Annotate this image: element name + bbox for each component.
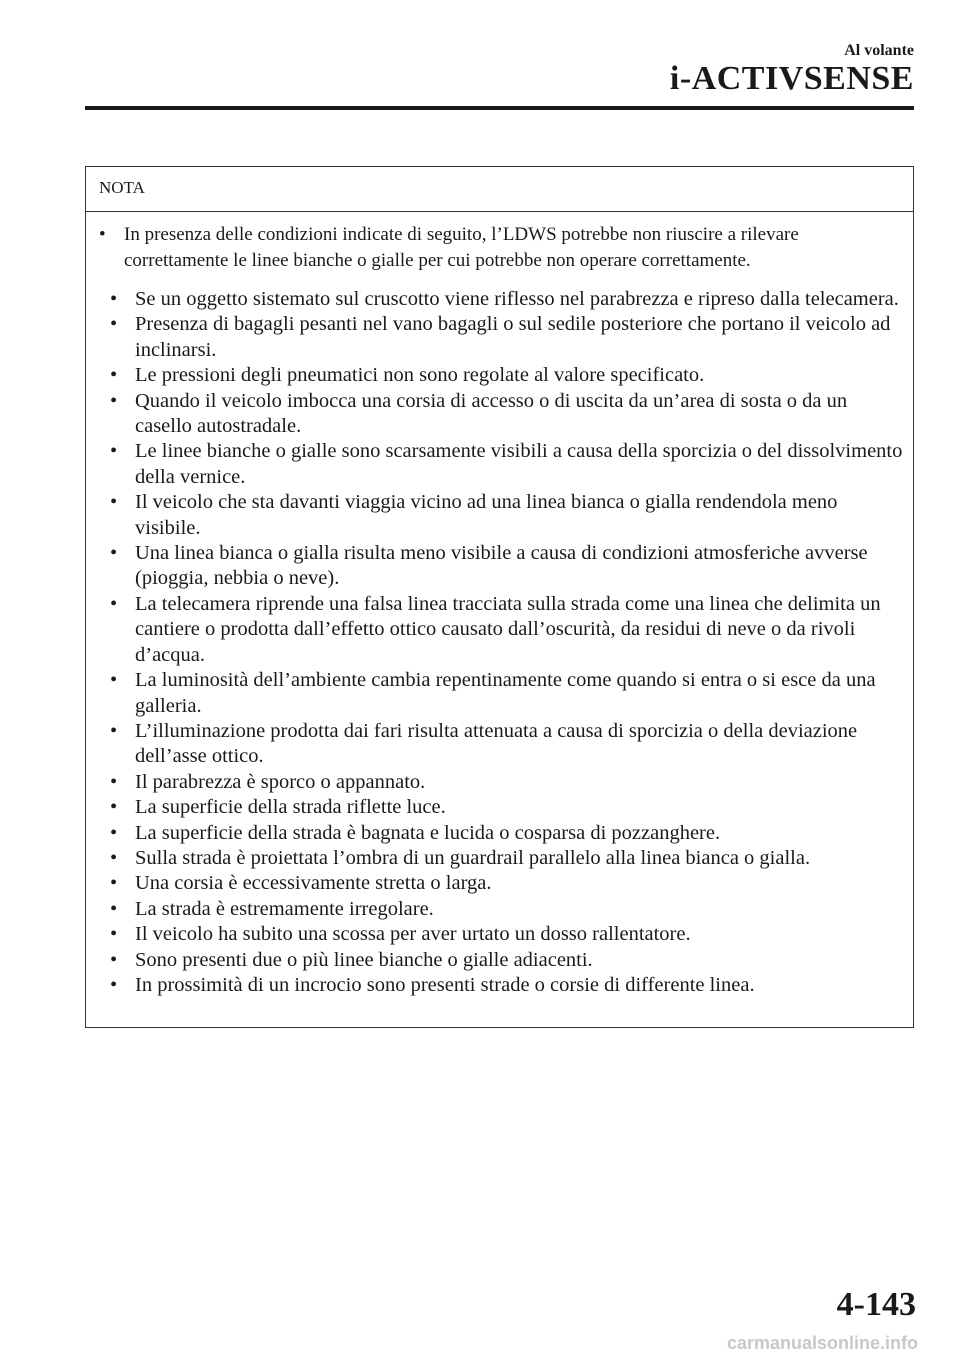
list-item — [99, 312, 903, 363]
bullet-icon: • — [110, 389, 118, 412]
list-item-text: Quando il veicolo imbocca una corsia di accesso o di uscita da un’area di sosta o da un casello autostradale. — [135, 389, 848, 438]
list-item — [99, 287, 903, 312]
section-label: Al volante — [844, 42, 914, 59]
list-item-text: L’illuminazione prodotta dai fari risulta attenuata a causa di sporcizia o della deviazione dell’asse ottico. — [135, 719, 858, 768]
list-item — [99, 948, 903, 973]
note-lead-paragraph — [99, 222, 903, 274]
list-item — [99, 821, 903, 846]
list-item-text: Presenza di bagagli pesanti nel vano bagagli o sul sedile posteriore che portano il veicolo ad inclinarsi. — [135, 313, 891, 361]
list-item-text: In prossimità di un incrocio sono presenti strade o corsie di differente linea. — [135, 973, 755, 996]
list-item-text: Sono presenti due o più linee bianche o gialle adiacenti. — [135, 948, 593, 971]
list-item-text: Il veicolo che sta davanti viaggia vicino ad una linea bianca o gialla rendendola meno visibile. — [135, 491, 838, 539]
list-item — [99, 770, 903, 795]
bullet-icon: • — [110, 770, 118, 793]
bullet-icon: • — [110, 313, 118, 336]
list-item-text: La superficie della strada è bagnata e lucida o cosparsa di pozzanghere. — [135, 821, 721, 844]
bullet-icon: • — [110, 872, 118, 895]
bullet-icon: • — [110, 669, 118, 692]
list-item — [99, 668, 903, 719]
list-item — [99, 592, 903, 668]
note-body — [86, 212, 913, 998]
list-item — [99, 389, 903, 440]
list-item-text: La luminosità dell’ambiente cambia repentinamente come quando si entra o si esce da una galleria. — [135, 669, 876, 717]
bullet-icon: • — [110, 973, 118, 996]
list-item-text: Le pressioni degli pneumatici non sono regolate al valore specificato. — [135, 364, 705, 387]
list-item — [99, 719, 903, 770]
bullet-icon: • — [110, 948, 118, 971]
bullet-icon: • — [99, 224, 106, 245]
bullet-icon: • — [110, 923, 118, 946]
bullet-icon: • — [110, 542, 118, 565]
bullet-icon: • — [110, 897, 118, 920]
list-item — [99, 795, 903, 820]
note-lead-text: In presenza delle condizioni indicate di seguito, l’LDWS potrebbe non riuscire a rilevare correttamente le linee bianche o gialle per cui potrebbe non operare correttamente. — [124, 224, 799, 271]
bullet-icon: • — [110, 846, 118, 869]
list-item-text: Sulla strada è proiettata l’ombra di un guardrail parallelo alla linea bianca o gialla. — [135, 846, 811, 869]
bullet-icon: • — [110, 719, 118, 742]
list-item — [99, 363, 903, 388]
list-item — [99, 846, 903, 871]
bullet-icon: • — [110, 821, 118, 844]
header-divider — [85, 106, 914, 110]
bullet-icon: • — [110, 288, 118, 310]
note-box — [85, 166, 914, 1028]
list-item — [99, 922, 903, 947]
bullet-icon: • — [110, 592, 118, 615]
bullet-icon: • — [110, 796, 118, 819]
page-number: 4-143 — [836, 1286, 916, 1323]
list-item — [99, 490, 903, 541]
bullet-icon: • — [110, 491, 118, 514]
list-item-text: Il parabrezza è sporco o appannato. — [135, 770, 426, 793]
list-item-text: Una corsia è eccessivamente stretta o larga. — [135, 872, 492, 895]
note-label: NOTA — [86, 167, 913, 212]
list-item — [99, 897, 903, 922]
list-item-text: Le linee bianche o gialle sono scarsamente visibili a causa della sporcizia o del dissolvimento della vernice. — [135, 440, 903, 488]
page-title: i-ACTIVSENSE — [669, 60, 914, 97]
list-item-text: Se un oggetto sistemato sul cruscotto viene riflesso nel parabrezza e ripreso dalla telecamera. — [135, 288, 899, 310]
list-item-text: La superficie della strada riflette luce. — [135, 796, 446, 819]
bullet-icon: • — [110, 440, 118, 463]
list-item — [99, 871, 903, 896]
list-item-text: Una linea bianca o gialla risulta meno visibile a causa di condizioni atmosferiche avverse (pioggia, nebbia o neve). — [135, 542, 868, 590]
list-item-text: Il veicolo ha subito una scossa per aver urtato un dosso rallentatore. — [135, 923, 691, 946]
list-item — [99, 439, 903, 490]
list-item — [99, 973, 903, 998]
list-item-text: La strada è estremamente irregolare. — [135, 897, 434, 920]
bullet-icon: • — [110, 364, 118, 387]
condition-list — [99, 287, 903, 998]
watermark: carmanualsonline.info — [726, 1333, 918, 1353]
list-item — [99, 541, 903, 592]
list-item-text: La telecamera riprende una falsa linea tracciata sulla strada come una linea che delimita un cantiere o prodotta dall’effetto ottico causato dall’oscurità, da residui di neve o da rivoli d’acqua. — [135, 592, 881, 666]
